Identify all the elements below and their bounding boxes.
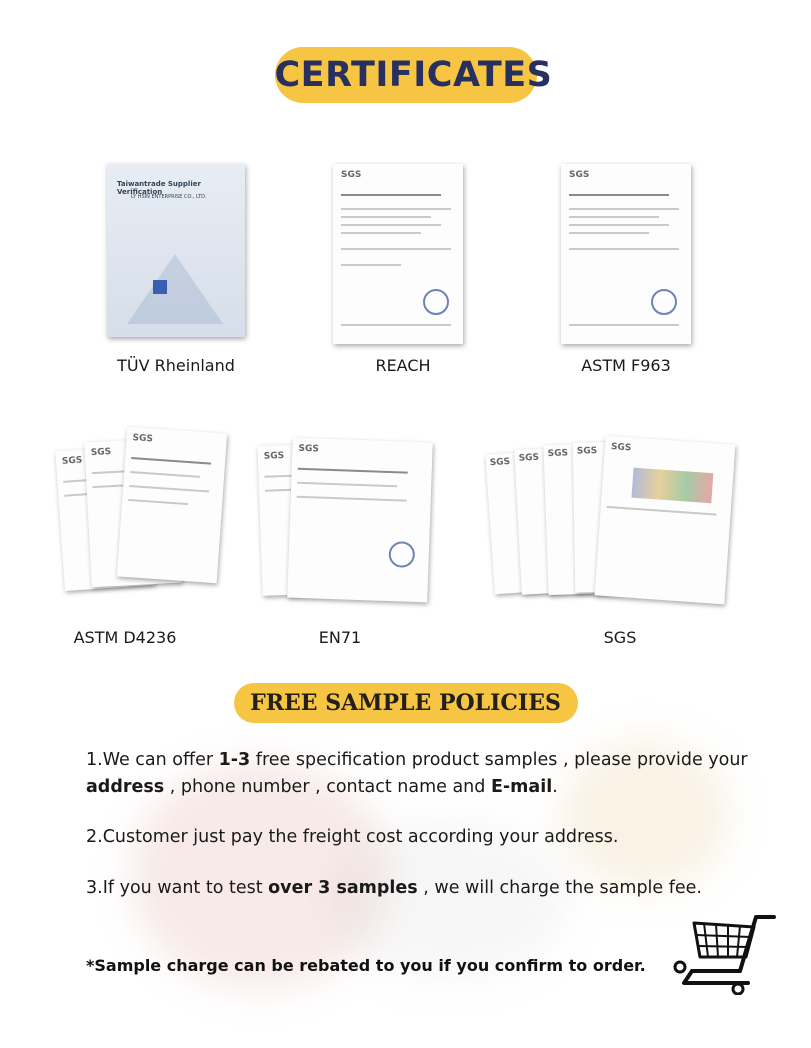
doc-line bbox=[341, 248, 451, 250]
caption-astm-d4236: ASTM D4236 bbox=[73, 628, 177, 647]
policy-text: free specification product samples , please provide your bbox=[250, 750, 748, 770]
policy-item-2: 2.Customer just pay the freight cost according your address. bbox=[86, 827, 619, 847]
seal-icon bbox=[388, 541, 415, 568]
qr-code-icon bbox=[153, 280, 167, 294]
doc-line bbox=[569, 194, 669, 196]
doc-line bbox=[569, 224, 669, 226]
tuv-heading: Taiwantrade Supplier Verification bbox=[117, 180, 201, 196]
caption-reach: REACH bbox=[375, 356, 431, 375]
doc-line bbox=[341, 264, 401, 266]
policies-title: FREE SAMPLE POLICIES bbox=[234, 683, 578, 723]
doc-line bbox=[297, 482, 397, 487]
doc-line bbox=[569, 216, 659, 218]
certificate-image-en71 bbox=[260, 440, 440, 605]
doc-line bbox=[569, 324, 679, 326]
caption-astm-f963: ASTM F963 bbox=[581, 356, 671, 375]
sgs-logo-icon: SGS bbox=[489, 456, 511, 469]
doc-line bbox=[569, 248, 679, 250]
sgs-logo-icon: SGS bbox=[298, 443, 319, 455]
doc-page bbox=[595, 436, 736, 605]
doc-line bbox=[341, 216, 431, 218]
certificate-image-reach bbox=[333, 164, 463, 344]
policy-text: . bbox=[552, 777, 558, 797]
sgs-logo-icon: SGS bbox=[547, 448, 569, 460]
caption-tuv: TÜV Rheinland bbox=[117, 356, 235, 375]
doc-line bbox=[128, 499, 188, 505]
caption-en71: EN71 bbox=[318, 628, 362, 647]
seal-icon bbox=[651, 289, 677, 315]
tuv-watermark bbox=[127, 254, 223, 324]
sgs-logo-icon: SGS bbox=[61, 455, 83, 467]
caption-sgs: SGS bbox=[603, 628, 637, 647]
policy-bold: 1-3 bbox=[218, 750, 251, 770]
doc-line bbox=[607, 506, 717, 516]
sgs-logo-icon: SGS bbox=[263, 451, 285, 462]
certificate-image-tuv bbox=[107, 164, 245, 337]
policy-item-1 bbox=[86, 747, 786, 801]
policy-text: 3.If you want to test bbox=[86, 878, 269, 898]
policy-bold: over 3 samples bbox=[268, 878, 418, 898]
policy-text: 1.We can offer bbox=[86, 750, 219, 770]
sgs-logo-icon: SGS bbox=[576, 446, 598, 457]
doc-page bbox=[117, 427, 227, 584]
doc-line bbox=[569, 232, 649, 234]
doc-line bbox=[341, 208, 451, 210]
policy-text: , we will charge the sample fee. bbox=[417, 878, 702, 898]
doc-line bbox=[341, 194, 441, 196]
doc-line bbox=[341, 224, 441, 226]
doc-page bbox=[287, 438, 432, 603]
seal-icon bbox=[423, 289, 449, 315]
product-photo-strip bbox=[631, 468, 713, 504]
certificate-image-astm-f963 bbox=[561, 164, 691, 344]
doc-line bbox=[297, 496, 407, 502]
doc-line bbox=[129, 485, 209, 493]
doc-line bbox=[341, 232, 421, 234]
doc-line bbox=[130, 471, 200, 478]
shopping-cart-icon bbox=[670, 905, 780, 995]
sgs-logo-icon: SGS bbox=[569, 170, 590, 180]
sgs-logo-icon: SGS bbox=[341, 170, 362, 180]
doc-line bbox=[569, 208, 679, 210]
policy-bold: address bbox=[86, 777, 165, 797]
sgs-logo-icon: SGS bbox=[90, 447, 112, 459]
doc-line bbox=[298, 468, 408, 474]
doc-line bbox=[131, 457, 211, 465]
tuv-company: LY HSIN ENTERPRISE CO., LTD. bbox=[131, 194, 207, 200]
policy-item-3 bbox=[86, 875, 702, 902]
certificate-image-sgs bbox=[490, 440, 750, 615]
policy-bold: E-mail bbox=[490, 777, 553, 797]
doc-line bbox=[341, 324, 451, 326]
certificates-title: CERTIFICATES bbox=[275, 47, 537, 103]
rebate-note: *Sample charge can be rebated to you if you confirm to order. bbox=[86, 956, 646, 975]
policy-text: , phone number , contact name and bbox=[164, 777, 491, 797]
sgs-logo-icon: SGS bbox=[132, 433, 154, 445]
sgs-logo-icon: SGS bbox=[610, 442, 632, 454]
certificate-image-astm-d4236 bbox=[60, 430, 230, 600]
sgs-logo-icon: SGS bbox=[518, 452, 540, 464]
